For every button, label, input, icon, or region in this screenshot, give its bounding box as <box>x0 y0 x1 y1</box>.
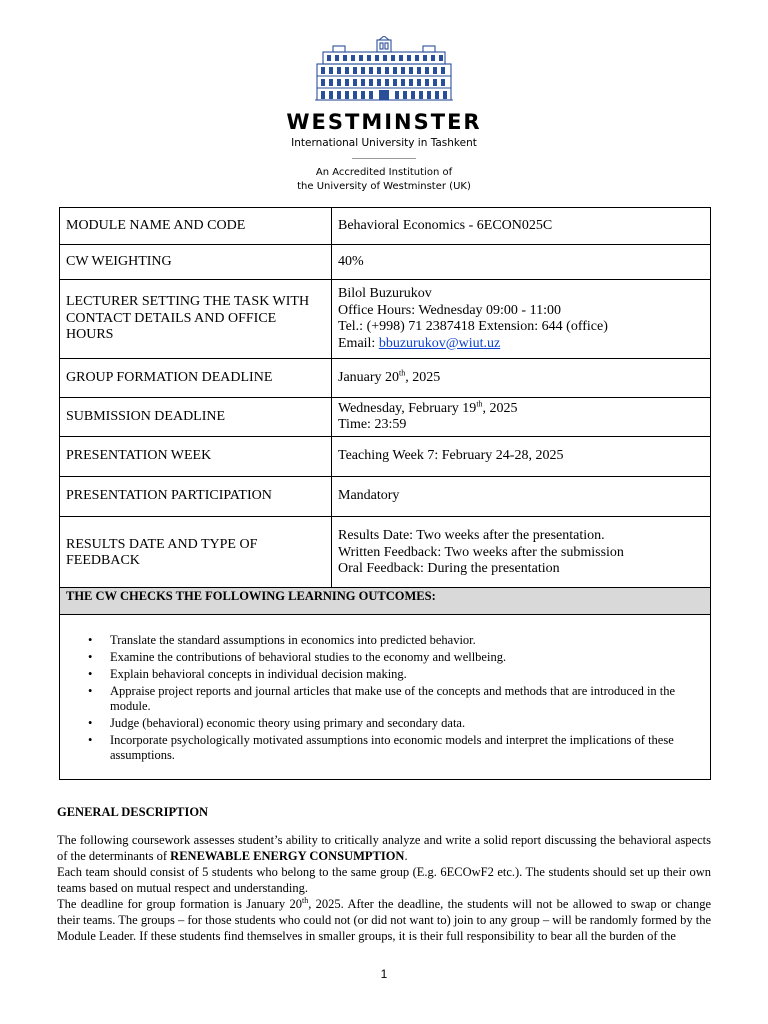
list-item: • Appraise project reports and journal articles that make use of the concepts and methods that are introduced in the module. <box>110 684 710 714</box>
university-building-icon <box>313 36 455 104</box>
learning-outcomes-heading: THE CW CHECKS THE FOLLOWING LEARNING OUTCOMES: <box>66 589 436 603</box>
paragraph-3-text: The deadline for group formation is January 20 <box>57 897 302 911</box>
table-row-submission <box>60 398 711 437</box>
table-row-presentation-week <box>60 437 711 477</box>
logo-divider <box>352 158 416 159</box>
list-item: • Examine the contributions of behavioral studies to the economy and wellbeing. <box>110 650 710 665</box>
participation-label: PRESENTATION PARTICIPATION <box>60 477 332 517</box>
submission-value <box>332 398 711 437</box>
participation-value: Mandatory <box>332 477 711 517</box>
table-row-module <box>60 208 711 245</box>
presentation-week-value: Teaching Week 7: February 24-28, 2025 <box>332 437 711 477</box>
submission-label: SUBMISSION DEADLINE <box>60 398 332 437</box>
general-description-title: GENERAL DESCRIPTION <box>57 805 209 819</box>
group-deadline-value <box>332 359 711 398</box>
table-row-participation <box>60 477 711 517</box>
module-label: MODULE NAME AND CODE <box>60 208 332 245</box>
email-link[interactable]: bbuzurukov@wiut.uz <box>378 335 501 351</box>
table-row-results <box>60 517 711 590</box>
group-date-suffix: th <box>399 368 406 378</box>
page-number: 1 <box>380 967 388 981</box>
list-item: • Judge (behavioral) economic theory using primary and secondary data. <box>110 716 710 731</box>
telephone: Tel.: (+998) 71 2387418 Extension: 644 (office) <box>338 319 608 334</box>
paragraph-1-text: The following coursework assesses student’s ability to critically analyze and write a solid report discussing the behavioral aspects of the determinants of <box>57 833 711 863</box>
learning-outcomes-heading-cell <box>59 587 711 615</box>
lecturer-label: LECTURER SETTING THE TASK WITH CONTACT DETAILS AND OFFICE HOURS <box>60 280 332 359</box>
list-item: • Explain behavioral concepts in individual decision making. <box>110 667 710 682</box>
learning-outcomes-list <box>60 633 710 763</box>
table-row-group-deadline <box>60 359 711 398</box>
office-hours: Office Hours: Wednesday 09:00 - 11:00 <box>338 302 561 318</box>
written-feedback: Written Feedback: Two weeks after the submission <box>338 544 624 560</box>
accreditation-line-1: An Accredited Institution of <box>315 167 453 178</box>
group-date-main: January 20 <box>338 369 400 385</box>
list-item: • Incorporate psychologically motivated assumptions into economic models and interpret the implications of these assumptions. <box>110 733 710 763</box>
paragraph-2: Each team should consist of 5 students who belong to the same group (E.g. 6ECOwF2 etc.). The students should set up their own teams based on mutual respect and understanding. <box>57 865 711 895</box>
brand-name: WESTMINSTER <box>286 110 482 134</box>
results-date: Results Date: Two weeks after the presentation. <box>338 528 605 544</box>
paragraph-3 <box>57 896 711 944</box>
submission-date-suffix: th <box>476 398 483 408</box>
oral-feedback: Oral Feedback: During the presentation <box>338 561 560 577</box>
lecturer-name: Bilol Buzurukov <box>338 286 432 301</box>
group-deadline-label: GROUP FORMATION DEADLINE <box>60 359 332 398</box>
email-line <box>338 336 704 353</box>
submission-date-main: Wednesday, February 19 <box>338 400 477 416</box>
header-logo <box>0 36 768 194</box>
email-prefix: Email: <box>338 335 379 351</box>
submission-date <box>338 398 704 418</box>
list-item: • Translate the standard assumptions in economics into predicted behavior. <box>110 633 710 648</box>
weighting-value: 40% <box>332 245 711 280</box>
learning-outcomes-box <box>59 614 711 780</box>
submission-time: Time: 23:59 <box>338 417 407 432</box>
table-row-lecturer <box>60 280 711 359</box>
paragraph-3-suffix: th <box>301 895 309 905</box>
coursework-info-table <box>59 207 711 590</box>
paragraph-3-rest: , 2025. After the deadline, the students will not be allowed to swap or change their teams. The groups – for those students who could not (or did not want to) join to any group – will be randomly formed by the Module Leader. If these students find themselves in smaller groups, it is their full responsibility to bear all the burden of the <box>57 897 712 943</box>
paragraph-1-end: . <box>404 849 408 863</box>
general-description-body <box>57 832 711 944</box>
module-value: Behavioral Economics - 6ECON025C <box>332 208 711 245</box>
results-value <box>332 517 711 590</box>
group-date-year: , 2025 <box>405 369 441 385</box>
submission-date-year: , 2025 <box>482 400 518 416</box>
lecturer-details <box>332 280 711 359</box>
accreditation-line-2: the University of Westminster (UK) <box>297 181 471 192</box>
results-label: RESULTS DATE AND TYPE OF FEEDBACK <box>60 517 332 590</box>
presentation-week-label: PRESENTATION WEEK <box>60 437 332 477</box>
paragraph-1 <box>57 832 711 864</box>
paragraph-1-emphasis: RENEWABLE ENERGY CONSUMPTION <box>170 849 405 863</box>
table-row-weighting <box>60 245 711 280</box>
brand-subtitle: International University in Tashkent <box>291 137 477 149</box>
weighting-label: CW WEIGHTING <box>60 245 332 280</box>
